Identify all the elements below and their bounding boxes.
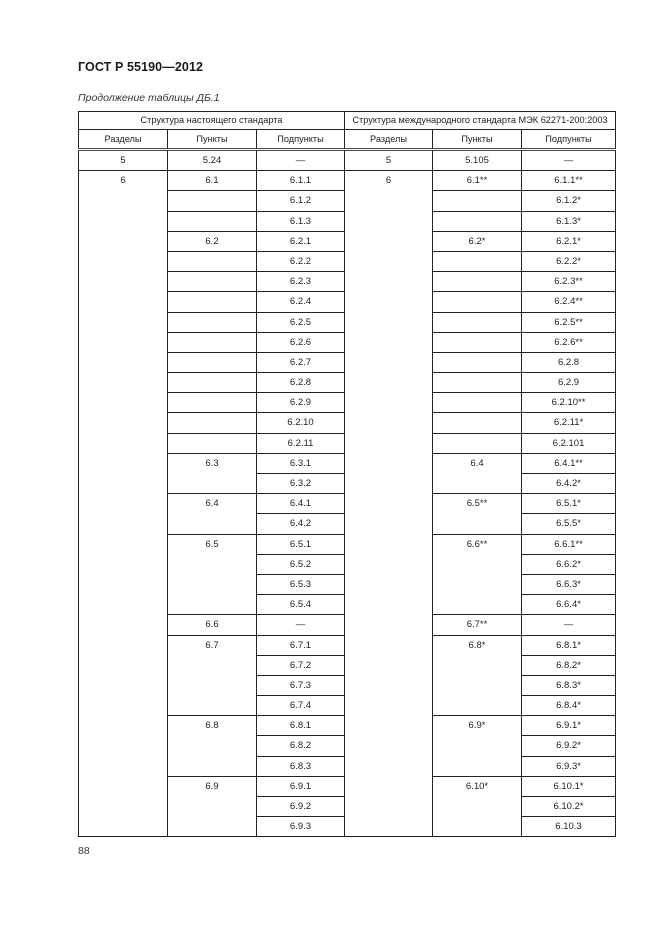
point-cell (168, 352, 257, 372)
subpoint-cell: 6.2.8 (257, 373, 345, 393)
point-cell: 6.2 (168, 231, 257, 251)
point-cell-intl: 6.9* (433, 716, 522, 777)
point-cell: 6.1 (168, 171, 257, 191)
subpoint-cell-intl: 6.8.2* (522, 655, 616, 675)
point-cell-intl (433, 211, 522, 231)
column-header-sections: Разделы (79, 130, 168, 150)
subpoint-cell-intl: 6.2.10** (522, 393, 616, 413)
subpoint-cell-intl: 6.2.101 (522, 433, 616, 453)
subpoint-cell: 6.2.7 (257, 352, 345, 372)
subpoint-cell: 6.1.1 (257, 171, 345, 191)
point-cell (168, 272, 257, 292)
cell: 5.24 (168, 150, 257, 171)
cell: — (522, 150, 616, 171)
point-cell: 6.5 (168, 534, 257, 615)
subpoint-cell-intl: 6.4.2* (522, 474, 616, 494)
point-cell-intl (433, 373, 522, 393)
table-body (79, 150, 616, 837)
subpoint-cell: 6.9.1 (257, 776, 345, 796)
point-cell-intl (433, 352, 522, 372)
point-cell (168, 413, 257, 433)
subpoint-cell: 6.2.11 (257, 433, 345, 453)
subpoint-cell: 6.7.1 (257, 635, 345, 655)
subpoint-cell: 6.2.9 (257, 393, 345, 413)
subpoint-cell-intl: 6.10.2* (522, 797, 616, 817)
subpoint-cell-intl: 6.10.3 (522, 817, 616, 837)
page-number: 88 (78, 845, 90, 857)
group-header-row (79, 112, 616, 130)
point-cell (168, 393, 257, 413)
point-cell-intl: 6.4 (433, 453, 522, 493)
subpoint-cell: 6.9.2 (257, 797, 345, 817)
column-header-row (79, 130, 616, 150)
column-header-subpoints-intl: Подпункты (522, 130, 616, 150)
point-cell (168, 211, 257, 231)
point-cell (168, 292, 257, 312)
point-cell-intl: 6.2* (433, 231, 522, 251)
subpoint-cell: 6.2.5 (257, 312, 345, 332)
subpoint-cell: 6.3.2 (257, 474, 345, 494)
subpoint-cell-intl: 6.9.3* (522, 756, 616, 776)
subpoint-cell: 6.9.3 (257, 817, 345, 837)
point-cell-intl (433, 332, 522, 352)
group-header-international: Структура международного стандарта МЭК 62271-200:2003 (345, 112, 616, 130)
subpoint-cell-intl: 6.4.1** (522, 453, 616, 473)
point-cell-intl (433, 292, 522, 312)
subpoint-cell-intl: 6.8.4* (522, 696, 616, 716)
subpoint-cell: 6.3.1 (257, 453, 345, 473)
cell: 5 (79, 150, 168, 171)
point-cell-intl (433, 393, 522, 413)
subpoint-cell-intl: 6.1.3* (522, 211, 616, 231)
subpoint-cell: 6.1.3 (257, 211, 345, 231)
point-cell-intl (433, 272, 522, 292)
subpoint-cell-intl: 6.8.3* (522, 675, 616, 695)
table-row (79, 171, 616, 191)
subpoint-cell: 6.2.2 (257, 251, 345, 271)
subpoint-cell: 6.5.4 (257, 595, 345, 615)
subpoint-cell: 6.5.2 (257, 554, 345, 574)
subpoint-cell-intl: — (522, 615, 616, 635)
subpoint-cell-intl: 6.9.1* (522, 716, 616, 736)
subpoint-cell-intl: 6.2.2* (522, 251, 616, 271)
subpoint-cell: 6.4.2 (257, 514, 345, 534)
subpoint-cell-intl: 6.6.3* (522, 574, 616, 594)
subpoint-cell: — (257, 615, 345, 635)
subpoint-cell: 6.8.3 (257, 756, 345, 776)
subpoint-cell-intl: 6.2.6** (522, 332, 616, 352)
subpoint-cell: 6.7.3 (257, 675, 345, 695)
subpoint-cell-intl: 6.5.1* (522, 494, 616, 514)
subpoint-cell: 6.5.3 (257, 574, 345, 594)
point-cell (168, 251, 257, 271)
subpoint-cell-intl: 6.6.4* (522, 595, 616, 615)
point-cell (168, 433, 257, 453)
subpoint-cell: 6.2.1 (257, 231, 345, 251)
point-cell (168, 332, 257, 352)
cell: 5.105 (433, 150, 522, 171)
subpoint-cell-intl: 6.2.9 (522, 373, 616, 393)
subpoint-cell: 6.7.2 (257, 655, 345, 675)
subpoint-cell-intl: 6.6.2* (522, 554, 616, 574)
subpoint-cell: 6.7.4 (257, 696, 345, 716)
point-cell: 6.9 (168, 776, 257, 837)
point-cell (168, 191, 257, 211)
point-cell-intl (433, 433, 522, 453)
subpoint-cell: 6.4.1 (257, 494, 345, 514)
point-cell-intl: 6.8* (433, 635, 522, 716)
subpoint-cell: 6.8.2 (257, 736, 345, 756)
column-header-sections-intl: Разделы (345, 130, 433, 150)
point-cell-intl (433, 251, 522, 271)
point-cell: 6.6 (168, 615, 257, 635)
section-cell-intl: 6 (345, 171, 433, 837)
correspondence-table (78, 111, 616, 837)
subpoint-cell-intl: 6.2.1* (522, 231, 616, 251)
point-cell-intl (433, 312, 522, 332)
subpoint-cell-intl: 6.1.1** (522, 171, 616, 191)
column-header-subpoints: Подпункты (257, 130, 345, 150)
document-title: ГОСТ Р 55190—2012 (78, 60, 204, 74)
section-cell: 6 (79, 171, 168, 837)
subpoint-cell-intl: 6.2.11* (522, 413, 616, 433)
point-cell: 6.4 (168, 494, 257, 534)
point-cell: 6.3 (168, 453, 257, 493)
subpoint-cell-intl: 6.8.1* (522, 635, 616, 655)
subpoint-cell: 6.8.1 (257, 716, 345, 736)
column-header-points: Пункты (168, 130, 257, 150)
subpoint-cell-intl: 6.10.1* (522, 776, 616, 796)
point-cell-intl (433, 191, 522, 211)
group-header-national: Структура настоящего стандарта (79, 112, 345, 130)
cell: 5 (345, 150, 433, 171)
subpoint-cell-intl: 6.6.1** (522, 534, 616, 554)
point-cell: 6.7 (168, 635, 257, 716)
point-cell-intl: 6.6** (433, 534, 522, 615)
subpoint-cell: 6.5.1 (257, 534, 345, 554)
point-cell (168, 373, 257, 393)
point-cell: 6.8 (168, 716, 257, 777)
column-header-points-intl: Пункты (433, 130, 522, 150)
table-caption: Продолжение таблицы ДБ.1 (78, 92, 220, 104)
subpoint-cell-intl: 6.2.4** (522, 292, 616, 312)
point-cell-intl: 6.1** (433, 171, 522, 191)
point-cell-intl: 6.5** (433, 494, 522, 534)
subpoint-cell-intl: 6.1.2* (522, 191, 616, 211)
subpoint-cell-intl: 6.2.8 (522, 352, 616, 372)
subpoint-cell: 6.2.10 (257, 413, 345, 433)
subpoint-cell-intl: 6.2.3** (522, 272, 616, 292)
point-cell (168, 312, 257, 332)
subpoint-cell-intl: 6.2.5** (522, 312, 616, 332)
subpoint-cell: 6.2.4 (257, 292, 345, 312)
subpoint-cell-intl: 6.5.5* (522, 514, 616, 534)
subpoint-cell: 6.2.3 (257, 272, 345, 292)
cell: — (257, 150, 345, 171)
subpoint-cell-intl: 6.9.2* (522, 736, 616, 756)
subpoint-cell: 6.2.6 (257, 332, 345, 352)
table-row (79, 150, 616, 171)
point-cell-intl: 6.10* (433, 776, 522, 837)
point-cell-intl (433, 413, 522, 433)
subpoint-cell: 6.1.2 (257, 191, 345, 211)
point-cell-intl: 6.7** (433, 615, 522, 635)
